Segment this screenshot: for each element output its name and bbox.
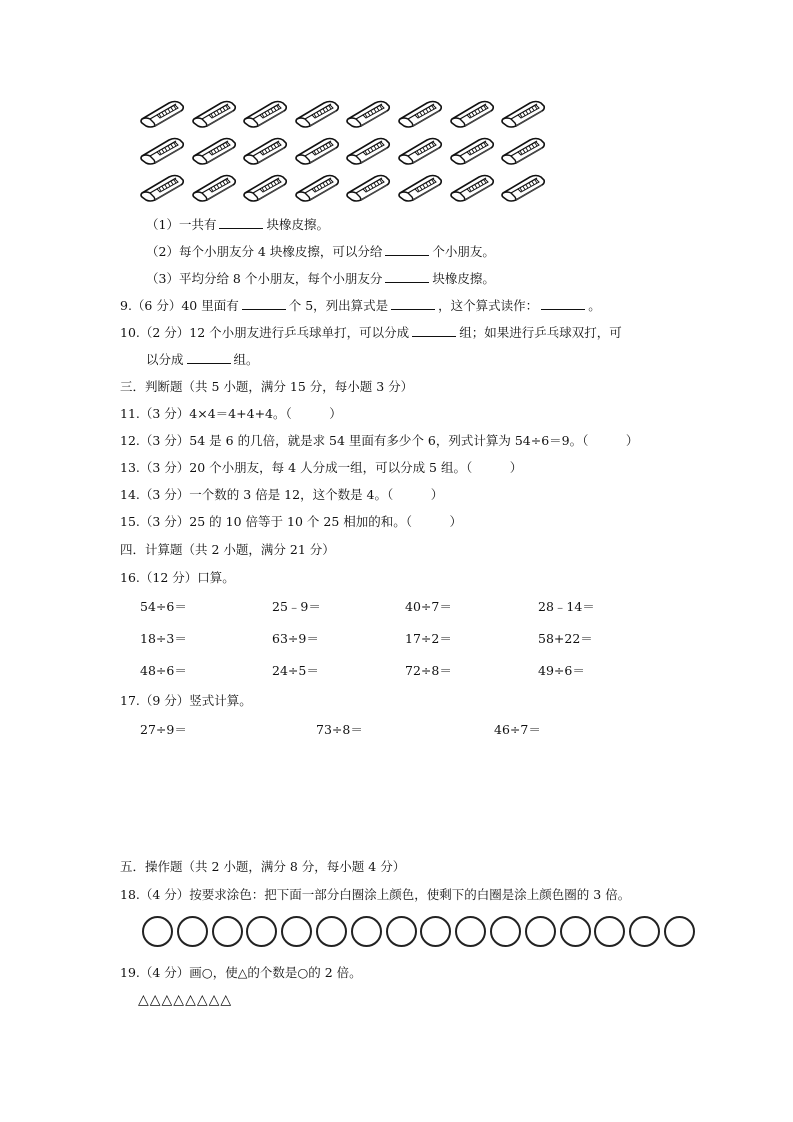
oral-calc: 18÷3＝ <box>140 631 187 646</box>
question-10-line-2 <box>146 351 259 369</box>
answer-blank[interactable] <box>219 216 263 229</box>
oral-calc: 25﹣9＝ <box>272 599 321 614</box>
question-12: 12.（3 分）54 是 6 的几倍，就是求 54 里面有多少个 6，列式计算为 54÷6＝9。（ ） <box>120 433 639 448</box>
eraser-icon <box>294 134 340 166</box>
eraser-icon <box>191 171 237 203</box>
q8-sub-2-tail: 个小朋友。 <box>432 244 495 259</box>
eraser-icon <box>500 134 546 166</box>
oral-calc: 63÷9＝ <box>272 631 319 646</box>
question-11: 11.（3 分）4×4＝4+4+4。（ ） <box>120 406 342 421</box>
eraser-icon <box>242 134 288 166</box>
q10-text-1: 10.（2 分）12 个小朋友进行乒乓球单打，可以分成 <box>120 325 410 340</box>
question-13: 13.（3 分）20 个小朋友，每 4 人分成一组，可以分成 5 组。（ ） <box>120 460 523 475</box>
q8-sub-3 <box>146 270 495 288</box>
eraser-icon <box>345 134 391 166</box>
eraser-icon <box>397 171 443 203</box>
q8-sub-3-text: （3）平均分给 8 个小朋友，每个小朋友分 <box>146 271 383 286</box>
q8-sub-3-tail: 块橡皮擦。 <box>432 271 495 286</box>
oral-calc: 48÷6＝ <box>140 663 187 678</box>
oral-calc: 49÷6＝ <box>538 663 585 678</box>
question-18: 18.（4 分）按要求涂色：把下面一部分白圈涂上颜色，使剩下的白圈是涂上颜色圈的 3 倍。 <box>120 887 631 902</box>
eraser-icon <box>294 97 340 129</box>
white-circle[interactable] <box>316 916 347 947</box>
answer-blank[interactable] <box>412 324 456 337</box>
answer-blank[interactable] <box>391 297 435 310</box>
eraser-icon <box>191 134 237 166</box>
white-circle[interactable] <box>560 916 591 947</box>
answer-blank[interactable] <box>385 243 429 256</box>
q8-sub-1-text: （1）一共有 <box>146 217 217 232</box>
question-16: 16.（12 分）口算。 <box>120 570 235 585</box>
oral-calc: 24÷5＝ <box>272 663 319 678</box>
white-circle[interactable] <box>246 916 277 947</box>
white-circle[interactable] <box>629 916 660 947</box>
white-circle[interactable] <box>142 916 173 947</box>
white-circle[interactable] <box>664 916 695 947</box>
eraser-icon <box>139 171 185 203</box>
question-19: 19.（4 分）画○，使△的个数是○的 2 倍。 <box>120 965 362 980</box>
question-9 <box>120 297 601 315</box>
white-circle[interactable] <box>281 916 312 947</box>
white-circle[interactable] <box>212 916 243 947</box>
eraser-icon <box>449 97 495 129</box>
q9-text-2: 个 5，列出算式是 <box>288 298 389 313</box>
vertical-calc: 73÷8＝ <box>316 722 363 737</box>
q8-sub-1-tail: 块橡皮擦。 <box>266 217 329 232</box>
eraser-icon <box>500 97 546 129</box>
q10-text-4: 组。 <box>233 352 259 367</box>
question-14: 14.（3 分）一个数的 3 倍是 12，这个数是 4。（ ） <box>120 487 444 502</box>
white-circle[interactable] <box>177 916 208 947</box>
eraser-icon <box>397 97 443 129</box>
question-15: 15.（3 分）25 的 10 倍等于 10 个 25 相加的和。（ ） <box>120 514 462 529</box>
question-17: 17.（9 分）竖式计算。 <box>120 693 252 708</box>
q8-sub-2-text: （2）每个小朋友分 4 块橡皮擦，可以分给 <box>146 244 383 259</box>
eraser-icon <box>139 134 185 166</box>
section-4-heading: 四．计算题（共 2 小题，满分 21 分） <box>120 542 335 557</box>
white-circle[interactable] <box>594 916 625 947</box>
eraser-icon <box>449 134 495 166</box>
question-10-line-1 <box>120 324 622 342</box>
answer-blank[interactable] <box>242 297 286 310</box>
oral-calc: 54÷6＝ <box>140 599 187 614</box>
oral-calc: 17÷2＝ <box>405 631 452 646</box>
eraser-icon <box>139 97 185 129</box>
vertical-calc: 27÷9＝ <box>140 722 187 737</box>
section-5-heading: 五．操作题（共 2 小题，满分 8 分，每小题 4 分） <box>120 859 406 874</box>
eraser-icon <box>191 97 237 129</box>
white-circle[interactable] <box>525 916 556 947</box>
eraser-icon <box>242 171 288 203</box>
q10-text-3: 以分成 <box>146 352 184 367</box>
white-circle[interactable] <box>455 916 486 947</box>
answer-blank[interactable] <box>187 351 231 364</box>
oral-calc: 72÷8＝ <box>405 663 452 678</box>
white-circle[interactable] <box>490 916 521 947</box>
eraser-icon <box>500 171 546 203</box>
oral-calc: 40÷7＝ <box>405 599 452 614</box>
q8-sub-1 <box>146 216 329 234</box>
section-3-heading: 三．判断题（共 5 小题，满分 15 分，每小题 3 分） <box>120 379 414 394</box>
eraser-icon <box>345 97 391 129</box>
q9-text-4: 。 <box>588 298 601 313</box>
q9-text-1: 9.（6 分）40 里面有 <box>120 298 239 313</box>
white-circle[interactable] <box>420 916 451 947</box>
q9-text-3: ，这个算式读作： <box>438 298 539 313</box>
triangle-row: △△△△△△△△ <box>138 992 233 1008</box>
answer-blank[interactable] <box>541 297 585 310</box>
white-circle[interactable] <box>351 916 382 947</box>
eraser-icon <box>345 171 391 203</box>
eraser-icon <box>397 134 443 166</box>
q8-sub-2 <box>146 243 495 261</box>
q10-text-2: 组；如果进行乒乓球双打，可 <box>459 325 622 340</box>
eraser-icon <box>294 171 340 203</box>
oral-calc: 58+22＝ <box>538 631 593 646</box>
answer-blank[interactable] <box>385 270 429 283</box>
eraser-icon <box>449 171 495 203</box>
oral-calc: 28﹣14＝ <box>538 599 595 614</box>
vertical-calc: 46÷7＝ <box>494 722 541 737</box>
eraser-icon <box>242 97 288 129</box>
white-circle[interactable] <box>386 916 417 947</box>
